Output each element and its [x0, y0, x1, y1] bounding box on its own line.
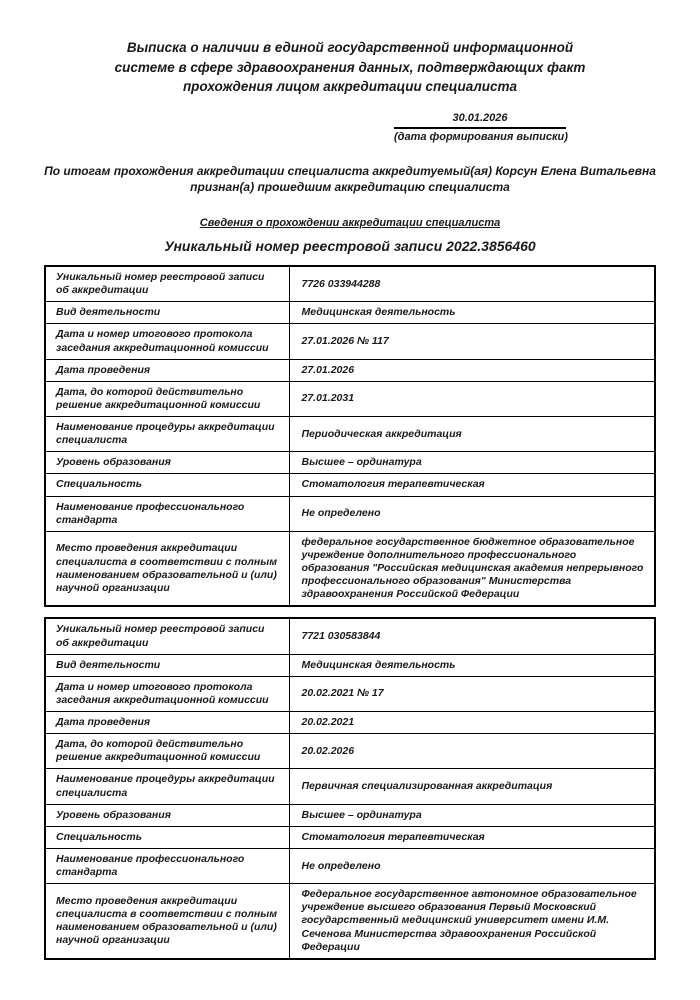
- accreditation-table-1: [44, 265, 656, 607]
- row-label: Вид деятельности: [45, 654, 289, 676]
- table-row: [45, 302, 655, 324]
- row-label: Уникальный номер реестровой записи об аккредитации: [45, 618, 289, 654]
- row-label: Дата, до которой действительно решение аккредитационной комиссии: [45, 381, 289, 416]
- row-value: Не определено: [289, 496, 655, 531]
- row-label: Дата, до которой действительно решение аккредитационной комиссии: [45, 734, 289, 769]
- table-row: [45, 804, 655, 826]
- row-value: 27.01.2026: [289, 359, 655, 381]
- row-label: Наименование процедуры аккредитации специалиста: [45, 417, 289, 452]
- table-row: [45, 324, 655, 359]
- row-value: федеральное государственное бюджетное образовательное учреждение дополнительного профессионального образования "Российская медицинская академия непрерывного профессионального образования" Министерства здравоохранения Российской Федерации: [289, 531, 655, 606]
- row-label: Наименование процедуры аккредитации специалиста: [45, 769, 289, 804]
- table-row: [45, 359, 655, 381]
- table-row: [45, 452, 655, 474]
- row-value: 20.02.2021: [289, 712, 655, 734]
- row-label: Наименование профессионального стандарта: [45, 496, 289, 531]
- row-value: 20.02.2021 № 17: [289, 676, 655, 711]
- table-row: [45, 266, 655, 302]
- registry-number-heading: Уникальный номер реестровой записи 2022.3856460: [164, 238, 536, 255]
- row-value: 27.01.2026 № 117: [289, 324, 655, 359]
- row-value: Медицинская деятельность: [289, 302, 655, 324]
- table-row: [45, 496, 655, 531]
- row-value: Первичная специализированная аккредитация: [289, 769, 655, 804]
- row-value: Стоматология терапевтическая: [289, 474, 655, 496]
- row-label: Уровень образования: [45, 804, 289, 826]
- table-row: [45, 474, 655, 496]
- row-value: Стоматология терапевтическая: [289, 826, 655, 848]
- formation-date-block: [394, 112, 566, 146]
- table-row: [45, 884, 655, 959]
- section-heading: Сведения о прохождении аккредитации специалиста: [199, 217, 501, 230]
- accreditation-table-2: [44, 617, 656, 959]
- page-title: [44, 38, 656, 97]
- table-row: [45, 676, 655, 711]
- row-value: 7721 030583844: [289, 618, 655, 654]
- page-title-line: Выписка о наличии в единой государственной информационной: [126, 40, 574, 55]
- row-label: Специальность: [45, 826, 289, 848]
- formation-date-caption: (дата формирования выписки): [394, 131, 568, 144]
- row-value: 20.02.2026: [289, 734, 655, 769]
- row-value: Не определено: [289, 848, 655, 883]
- row-label: Вид деятельности: [45, 302, 289, 324]
- table-row: [45, 848, 655, 883]
- row-label: Дата и номер итогового протокола заседания аккредитационной комиссии: [45, 676, 289, 711]
- statement-line: признан(а) прошедшим аккредитацию специалиста: [190, 180, 510, 195]
- accreditation-statement: [44, 164, 656, 196]
- row-value: Высшее – ординатура: [289, 804, 655, 826]
- row-label: Дата проведения: [45, 359, 289, 381]
- row-value: 27.01.2031: [289, 381, 655, 416]
- page-title-line: системе в сфере здравоохранения данных, подтверждающих факт: [114, 59, 586, 75]
- table-row: [45, 769, 655, 804]
- row-value: Периодическая аккредитация: [289, 417, 655, 452]
- formation-date-value: 30.01.2026: [394, 112, 566, 130]
- row-label: Дата и номер итогового протокола заседания аккредитационной комиссии: [45, 324, 289, 359]
- row-value: Федеральное государственное автономное образовательное учреждение высшего образования Первый Московский государственный медицинский университет имени И.М. Сеченова Министерства здравоохранения Российской Федерации: [289, 884, 655, 959]
- table-row: [45, 826, 655, 848]
- table-row: [45, 417, 655, 452]
- table-row: [45, 654, 655, 676]
- row-value: Медицинская деятельность: [289, 654, 655, 676]
- table-row: [45, 618, 655, 654]
- page-title-line: прохождения лицом аккредитации специалиста: [182, 79, 518, 95]
- table-row: [45, 531, 655, 606]
- table-row: [45, 734, 655, 769]
- row-label: Дата проведения: [45, 712, 289, 734]
- row-label: Наименование профессионального стандарта: [45, 848, 289, 883]
- row-label: Место проведения аккредитации специалиста в соответствии с полным наименованием образовательной и (или) научной организации: [45, 531, 289, 606]
- table-row: [45, 381, 655, 416]
- row-value: Высшее – ординатура: [289, 452, 655, 474]
- row-value: 7726 033944288: [289, 266, 655, 302]
- statement-line: По итогам прохождения аккредитации специалиста аккредитуемый(ая) Корсун Елена Витальевна: [44, 164, 656, 179]
- row-label: Специальность: [45, 474, 289, 496]
- row-label: Уровень образования: [45, 452, 289, 474]
- row-label: Место проведения аккредитации специалиста в соответствии с полным наименованием образовательной и (или) научной организации: [45, 884, 289, 959]
- row-label: Уникальный номер реестровой записи об аккредитации: [45, 266, 289, 302]
- table-row: [45, 712, 655, 734]
